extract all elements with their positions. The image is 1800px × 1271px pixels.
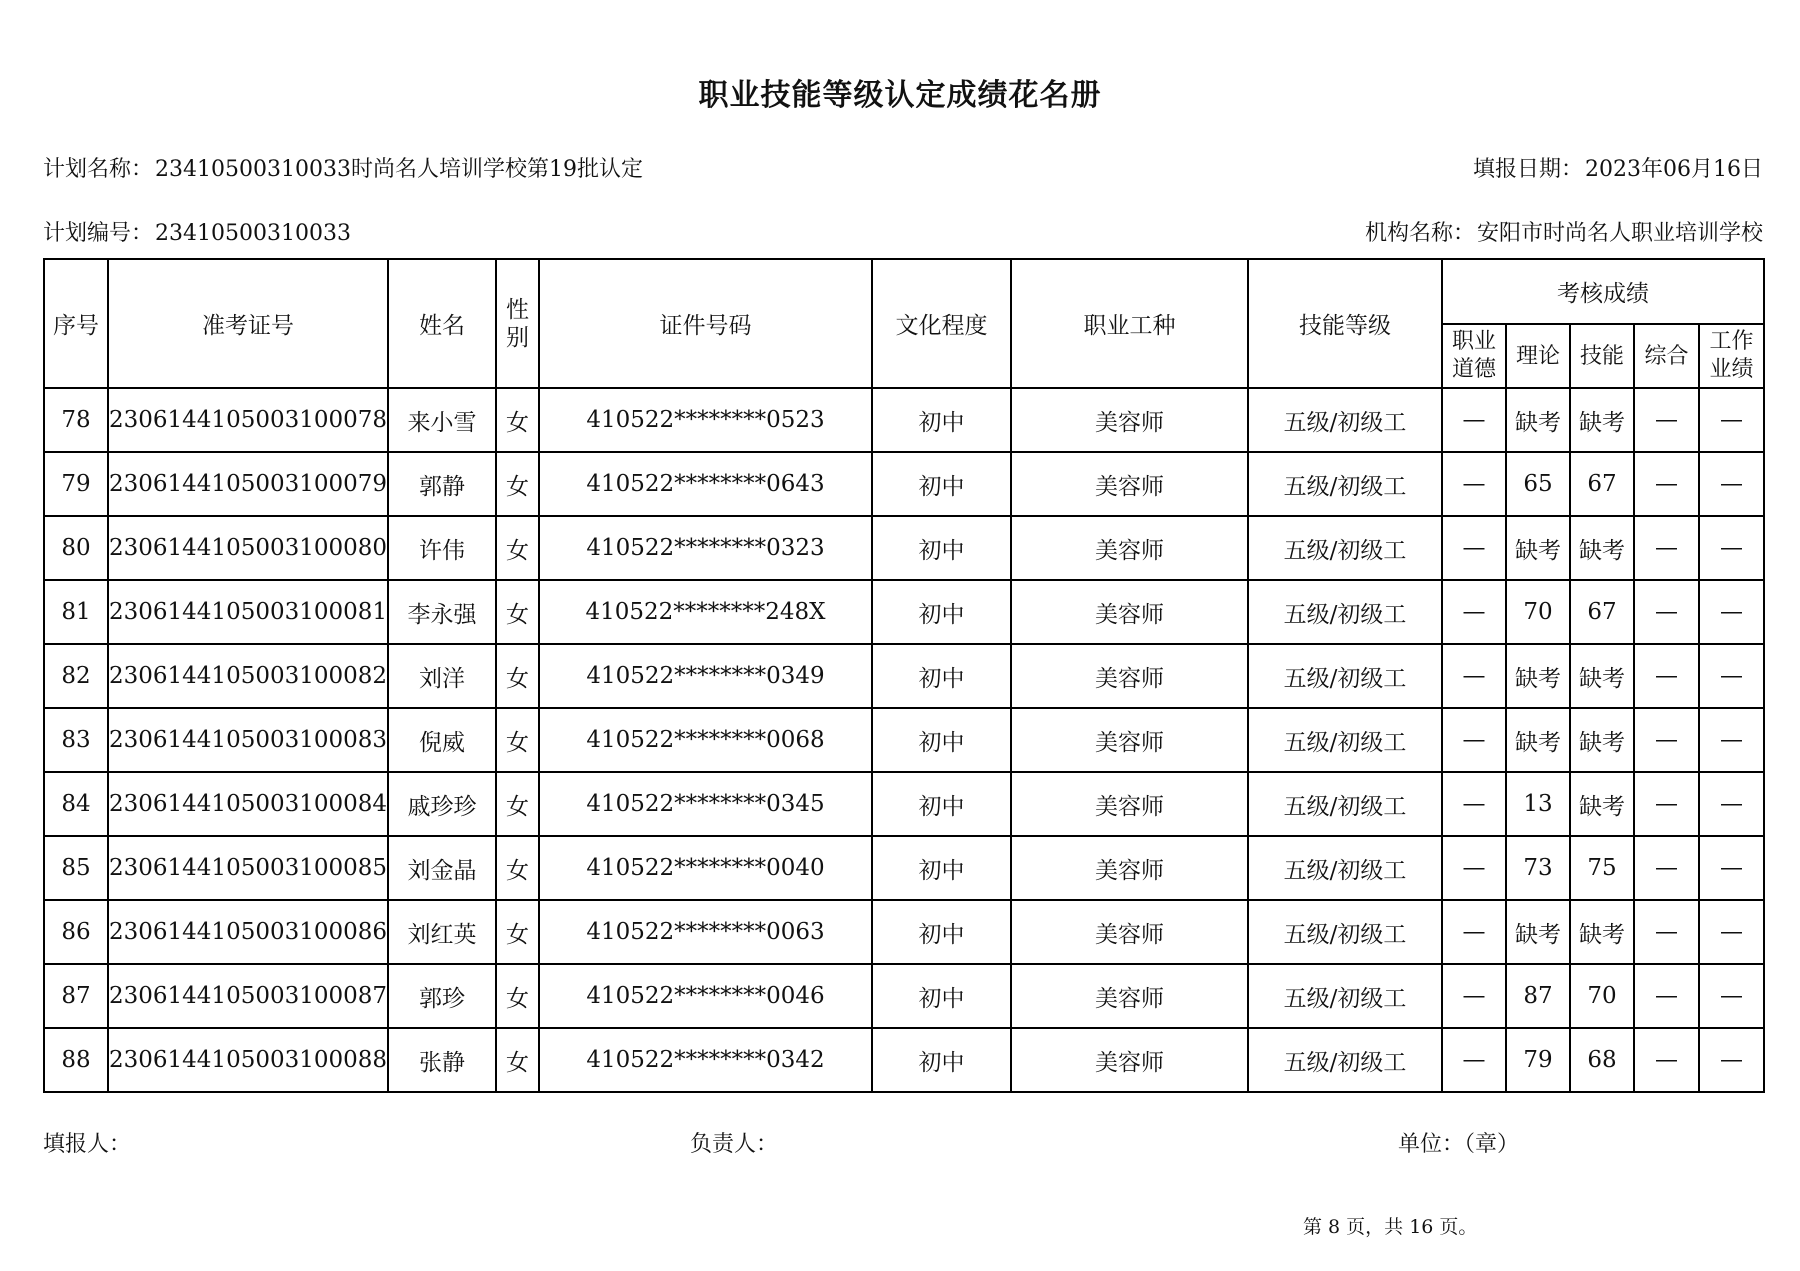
- cell-id-no: 410522********0523: [539, 388, 872, 452]
- col-ethics-line2: 道德: [1451, 357, 1496, 382]
- cell-gender: 女: [496, 772, 539, 836]
- cell-level: 五级/初级工: [1248, 772, 1442, 836]
- plan-name-value: 23410500310033时尚名人培训学校第19批认定: [155, 157, 643, 182]
- cell-skill: 缺考: [1570, 900, 1634, 964]
- cell-theory: 87: [1506, 964, 1570, 1028]
- cell-theory: 73: [1506, 836, 1570, 900]
- cell-seq: 84: [44, 772, 108, 836]
- cell-work: —: [1699, 708, 1764, 772]
- cell-theory: 79: [1506, 1028, 1570, 1092]
- cell-skill: 缺考: [1570, 708, 1634, 772]
- cell-gender: 女: [496, 388, 539, 452]
- cell-name: 倪威: [388, 708, 496, 772]
- cell-gender: 女: [496, 516, 539, 580]
- cell-education: 初中: [872, 708, 1011, 772]
- cell-ticket: 2306144105003100080: [108, 516, 388, 580]
- cell-name: 刘红英: [388, 900, 496, 964]
- cell-seq: 82: [44, 644, 108, 708]
- cell-occupation: 美容师: [1011, 1028, 1248, 1092]
- col-id-no: 证件号码: [539, 259, 872, 388]
- cell-occupation: 美容师: [1011, 708, 1248, 772]
- org-name: [1365, 216, 1763, 247]
- cell-skill: 75: [1570, 836, 1634, 900]
- cell-name: 刘洋: [388, 644, 496, 708]
- plan-name-label: 计划名称：: [43, 157, 154, 182]
- col-work-line1: 工作: [1709, 329, 1754, 354]
- cell-skill: 缺考: [1570, 644, 1634, 708]
- cell-level: 五级/初级工: [1248, 900, 1442, 964]
- cell-ethics: —: [1442, 900, 1506, 964]
- cell-occupation: 美容师: [1011, 644, 1248, 708]
- cell-occupation: 美容师: [1011, 900, 1248, 964]
- cell-ticket: 2306144105003100082: [108, 644, 388, 708]
- cell-ethics: —: [1442, 836, 1506, 900]
- table-row: [44, 964, 1764, 1028]
- cell-occupation: 美容师: [1011, 516, 1248, 580]
- cell-ticket: 2306144105003100084: [108, 772, 388, 836]
- cell-theory: 缺考: [1506, 388, 1570, 452]
- org-name-label: 机构名称：: [1364, 221, 1475, 246]
- cell-id-no: 410522********0323: [539, 516, 872, 580]
- cell-gender: 女: [496, 644, 539, 708]
- plan-name: [43, 152, 643, 183]
- cell-occupation: 美容师: [1011, 772, 1248, 836]
- report-date: [1473, 152, 1763, 183]
- cell-ethics: —: [1442, 708, 1506, 772]
- cell-gender: 女: [496, 1028, 539, 1092]
- cell-level: 五级/初级工: [1248, 516, 1442, 580]
- org-name-value: 安阳市时尚名人职业培训学校: [1476, 221, 1763, 246]
- cell-level: 五级/初级工: [1248, 1028, 1442, 1092]
- cell-id-no: 410522********0643: [539, 452, 872, 516]
- cell-name: 郭珍: [388, 964, 496, 1028]
- cell-work: —: [1699, 1028, 1764, 1092]
- report-date-value: 2023年06月16日: [1585, 157, 1763, 182]
- cell-level: 五级/初级工: [1248, 836, 1442, 900]
- cell-theory: 65: [1506, 452, 1570, 516]
- cell-ticket: 2306144105003100088: [108, 1028, 388, 1092]
- cell-skill: 67: [1570, 452, 1634, 516]
- cell-gender: 女: [496, 836, 539, 900]
- col-occupation: 职业工种: [1011, 259, 1248, 388]
- table-row: [44, 580, 1764, 644]
- cell-theory: 缺考: [1506, 708, 1570, 772]
- cell-seq: 80: [44, 516, 108, 580]
- cell-ethics: —: [1442, 772, 1506, 836]
- cell-education: 初中: [872, 516, 1011, 580]
- cell-work: —: [1699, 580, 1764, 644]
- cell-work: —: [1699, 836, 1764, 900]
- plan-number-value: 23410500310033: [155, 221, 351, 246]
- cell-level: 五级/初级工: [1248, 964, 1442, 1028]
- cell-work: —: [1699, 964, 1764, 1028]
- cell-ethics: —: [1442, 1028, 1506, 1092]
- footer-responsible: 负责人：: [690, 1132, 779, 1157]
- cell-name: 来小雪: [388, 388, 496, 452]
- cell-ticket: 2306144105003100079: [108, 452, 388, 516]
- cell-work: —: [1699, 388, 1764, 452]
- col-theory: 理论: [1506, 324, 1570, 388]
- cell-gender: 女: [496, 580, 539, 644]
- cell-id-no: 410522********0068: [539, 708, 872, 772]
- cell-education: 初中: [872, 388, 1011, 452]
- cell-education: 初中: [872, 1028, 1011, 1092]
- page-title: 职业技能等级认定成绩花名册: [698, 78, 1102, 113]
- cell-name: 李永强: [388, 580, 496, 644]
- cell-theory: 缺考: [1506, 644, 1570, 708]
- cell-theory: 缺考: [1506, 900, 1570, 964]
- cell-ticket: 2306144105003100078: [108, 388, 388, 452]
- cell-id-no: 410522********0063: [539, 900, 872, 964]
- cell-level: 五级/初级工: [1248, 644, 1442, 708]
- col-ethics-line1: 职业: [1451, 329, 1496, 354]
- col-scores-group: 考核成绩: [1442, 259, 1764, 324]
- cell-seq: 78: [44, 388, 108, 452]
- cell-occupation: 美容师: [1011, 836, 1248, 900]
- cell-id-no: 410522********0046: [539, 964, 872, 1028]
- cell-name: 戚珍珍: [388, 772, 496, 836]
- cell-overall: —: [1634, 580, 1699, 644]
- cell-gender: 女: [496, 900, 539, 964]
- col-ethics: [1442, 324, 1506, 388]
- cell-gender: 女: [496, 708, 539, 772]
- cell-seq: 79: [44, 452, 108, 516]
- cell-seq: 81: [44, 580, 108, 644]
- col-gender: [496, 259, 539, 388]
- cell-theory: 缺考: [1506, 516, 1570, 580]
- cell-work: —: [1699, 644, 1764, 708]
- cell-id-no: 410522********0345: [539, 772, 872, 836]
- cell-overall: —: [1634, 836, 1699, 900]
- cell-skill: 67: [1570, 580, 1634, 644]
- col-level: 技能等级: [1248, 259, 1442, 388]
- cell-skill: 缺考: [1570, 516, 1634, 580]
- table-row: [44, 708, 1764, 772]
- cell-gender: 女: [496, 964, 539, 1028]
- cell-theory: 13: [1506, 772, 1570, 836]
- report-date-label: 填报日期：: [1473, 157, 1584, 182]
- cell-education: 初中: [872, 644, 1011, 708]
- cell-work: —: [1699, 772, 1764, 836]
- cell-name: 许伟: [388, 516, 496, 580]
- cell-work: —: [1699, 452, 1764, 516]
- score-roster-table: [43, 258, 1765, 1093]
- cell-id-no: 410522********0040: [539, 836, 872, 900]
- cell-overall: —: [1634, 452, 1699, 516]
- col-ticket: 准考证号: [108, 259, 388, 388]
- cell-id-no: 410522********0342: [539, 1028, 872, 1092]
- table-row: [44, 644, 1764, 708]
- cell-overall: —: [1634, 644, 1699, 708]
- cell-overall: —: [1634, 964, 1699, 1028]
- cell-seq: 85: [44, 836, 108, 900]
- cell-ethics: —: [1442, 964, 1506, 1028]
- cell-level: 五级/初级工: [1248, 452, 1442, 516]
- cell-theory: 70: [1506, 580, 1570, 644]
- page-number: 第 8 页，共 16 页。: [1303, 1216, 1478, 1238]
- table-row: [44, 772, 1764, 836]
- cell-id-no: 410522********248X: [539, 580, 872, 644]
- cell-ticket: 2306144105003100086: [108, 900, 388, 964]
- cell-level: 五级/初级工: [1248, 388, 1442, 452]
- cell-occupation: 美容师: [1011, 388, 1248, 452]
- cell-ethics: —: [1442, 644, 1506, 708]
- cell-education: 初中: [872, 580, 1011, 644]
- cell-work: —: [1699, 900, 1764, 964]
- cell-ethics: —: [1442, 516, 1506, 580]
- cell-overall: —: [1634, 1028, 1699, 1092]
- col-seq: 序号: [44, 259, 108, 388]
- cell-level: 五级/初级工: [1248, 708, 1442, 772]
- cell-overall: —: [1634, 388, 1699, 452]
- table-row: [44, 452, 1764, 516]
- cell-overall: —: [1634, 772, 1699, 836]
- cell-ticket: 2306144105003100083: [108, 708, 388, 772]
- cell-education: 初中: [872, 772, 1011, 836]
- cell-skill: 缺考: [1570, 772, 1634, 836]
- cell-ticket: 2306144105003100081: [108, 580, 388, 644]
- cell-education: 初中: [872, 964, 1011, 1028]
- cell-education: 初中: [872, 900, 1011, 964]
- cell-ethics: —: [1442, 388, 1506, 452]
- cell-skill: 缺考: [1570, 388, 1634, 452]
- cell-overall: —: [1634, 516, 1699, 580]
- footer-unit-seal: 单位：（章）: [1398, 1132, 1520, 1157]
- cell-ticket: 2306144105003100085: [108, 836, 388, 900]
- cell-name: 刘金晶: [388, 836, 496, 900]
- cell-occupation: 美容师: [1011, 452, 1248, 516]
- cell-name: 郭静: [388, 452, 496, 516]
- cell-seq: 83: [44, 708, 108, 772]
- table-row: [44, 836, 1764, 900]
- footer-filler: 填报人：: [43, 1132, 132, 1157]
- plan-number: [43, 216, 351, 247]
- cell-gender: 女: [496, 452, 539, 516]
- table-row: [44, 900, 1764, 964]
- col-overall: 综合: [1634, 324, 1699, 388]
- col-gender-line1: 性: [506, 296, 529, 323]
- table-row: [44, 516, 1764, 580]
- cell-id-no: 410522********0349: [539, 644, 872, 708]
- cell-overall: —: [1634, 708, 1699, 772]
- cell-skill: 68: [1570, 1028, 1634, 1092]
- cell-ethics: —: [1442, 452, 1506, 516]
- cell-ticket: 2306144105003100087: [108, 964, 388, 1028]
- table-row: [44, 1028, 1764, 1092]
- table-row: [44, 388, 1764, 452]
- cell-seq: 88: [44, 1028, 108, 1092]
- cell-skill: 70: [1570, 964, 1634, 1028]
- cell-occupation: 美容师: [1011, 964, 1248, 1028]
- cell-name: 张静: [388, 1028, 496, 1092]
- cell-education: 初中: [872, 452, 1011, 516]
- col-name: 姓名: [388, 259, 496, 388]
- plan-number-label: 计划编号：: [43, 221, 154, 246]
- col-work-line2: 业绩: [1709, 357, 1754, 382]
- cell-occupation: 美容师: [1011, 580, 1248, 644]
- cell-seq: 87: [44, 964, 108, 1028]
- cell-ethics: —: [1442, 580, 1506, 644]
- cell-work: —: [1699, 516, 1764, 580]
- cell-education: 初中: [872, 836, 1011, 900]
- cell-overall: —: [1634, 900, 1699, 964]
- cell-level: 五级/初级工: [1248, 580, 1442, 644]
- col-gender-line2: 别: [506, 324, 529, 351]
- cell-seq: 86: [44, 900, 108, 964]
- col-work: [1699, 324, 1764, 388]
- col-skill: 技能: [1570, 324, 1634, 388]
- col-education: 文化程度: [872, 259, 1011, 388]
